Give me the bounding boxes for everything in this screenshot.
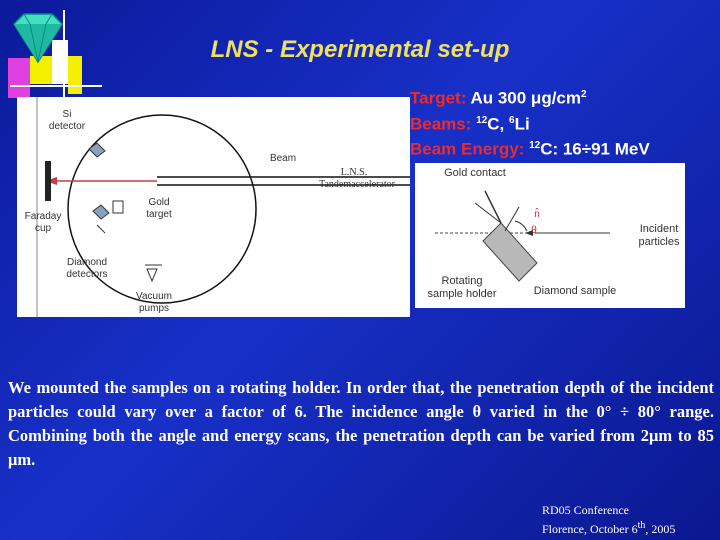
beams-c: C,: [487, 114, 505, 134]
target-line: [410, 84, 720, 110]
gold-contact-label: Gold contact: [444, 167, 506, 179]
beams-line: [410, 110, 720, 136]
beams-li: Li: [514, 114, 530, 134]
body-paragraph: We mounted the samples on a rotating holder. In order that, the penetration depth of the incident particles could vary over a factor of 6. The incidence angle θ varied in the 0° ÷ 80° range. Combining both the angle and energy scans, the penetration depth can be varied from 2μm to 85 μm.: [8, 378, 714, 469]
target-label: Target:: [410, 88, 467, 108]
footer: [542, 502, 720, 537]
sample-diagram: [415, 163, 685, 308]
incident-particles-label: Incident particles: [638, 223, 680, 248]
si-detector-label: Si detector: [48, 109, 86, 132]
footer-conference: RD05 Conference: [542, 503, 629, 517]
energy-value: C: 16÷91 MeV: [540, 139, 650, 159]
vacuum-pumps-label: Vacuum pumps: [136, 291, 172, 314]
experiment-info: [410, 84, 720, 161]
slide-title: LNS - Experimental set-up: [210, 36, 510, 63]
beams-li-mass: 6: [509, 114, 515, 126]
beams-label: Beams:: [410, 114, 472, 134]
faraday-cup-label: Faraday cup: [24, 211, 62, 234]
theta-label: θ: [531, 225, 537, 236]
normal-label: n̂: [534, 209, 540, 220]
rotating-holder-label: Rotating sample holder: [427, 275, 497, 300]
footer-location-date: Florence, October 6th, 2005: [542, 520, 676, 536]
diamond-detectors-label: Diamond detectors: [66, 257, 108, 280]
energy-mass: 12: [529, 140, 541, 152]
beam-label: Beam: [269, 153, 297, 164]
target-value: Au 300 μg/cm: [470, 88, 582, 108]
diamond-sample-label: Diamond sample: [533, 285, 617, 297]
energy-line: [410, 135, 720, 161]
energy-label: Beam Energy:: [410, 139, 525, 159]
gold-target-label: Gold target: [146, 197, 172, 220]
beams-c-mass: 12: [476, 114, 488, 126]
setup-diagram: [17, 97, 410, 317]
tandem-label: Tandemaccelerator: [319, 179, 395, 190]
target-exponent: 2: [581, 89, 587, 100]
lns-label: L.N.S.: [340, 167, 368, 178]
diamond-logo-icon: [6, 10, 106, 100]
